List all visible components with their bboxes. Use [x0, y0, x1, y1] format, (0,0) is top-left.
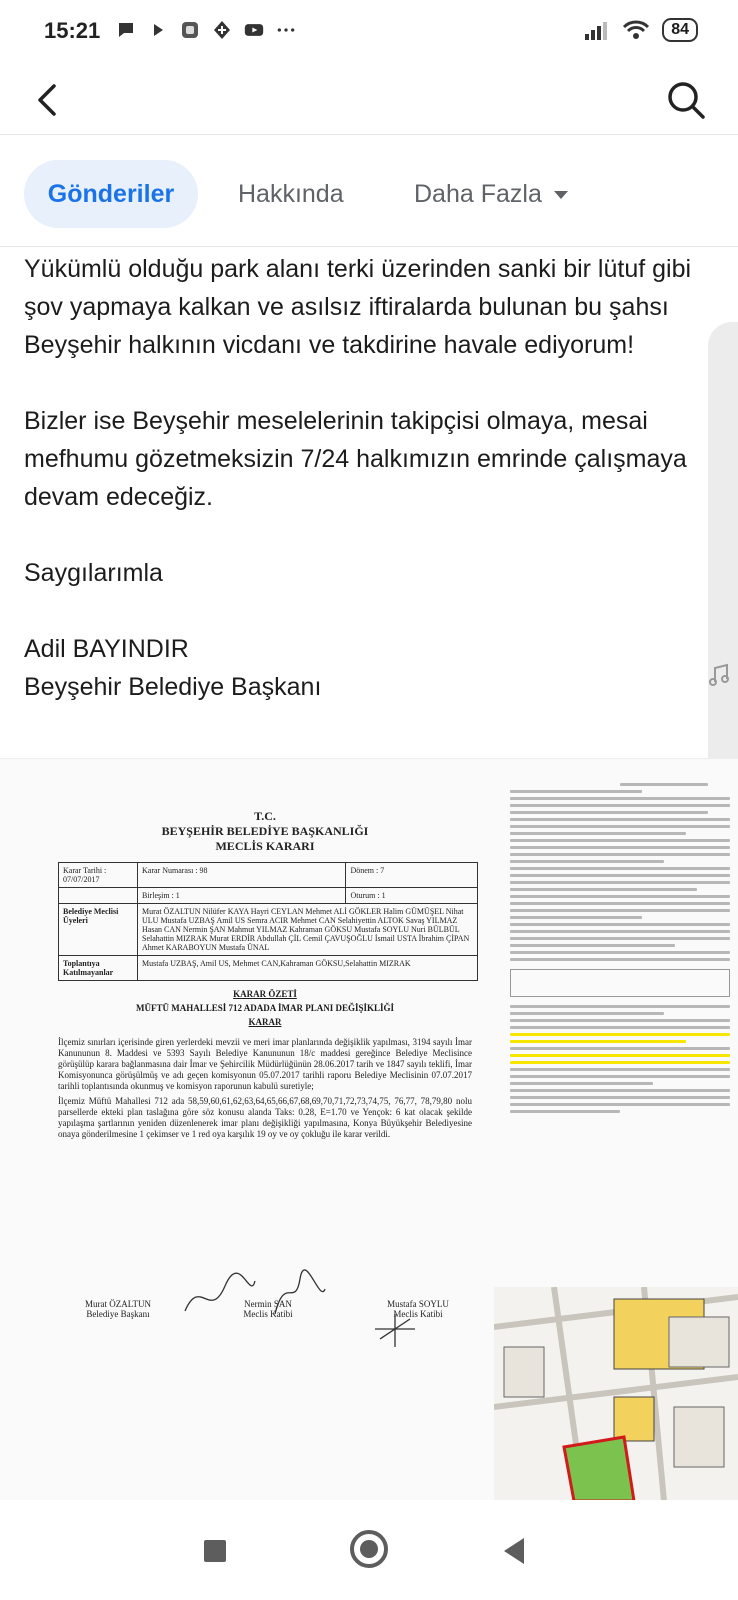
tab-more-label: Daha Fazla	[414, 180, 542, 208]
council-decision-document	[40, 809, 490, 1389]
square-recents-icon[interactable]	[204, 1540, 226, 1562]
doc-oturum: Oturum : 1	[346, 888, 478, 904]
doc-header-decision: MECLİS KARARI	[215, 839, 315, 853]
tab-posts[interactable]: Gönderiler	[24, 160, 198, 228]
post-closing: Saygılarımla	[24, 559, 163, 587]
app-icon	[180, 20, 200, 40]
doc-signature-3: Mustafa SOYLU Meclis Katibi	[387, 1299, 449, 1319]
handwritten-signature	[270, 1269, 330, 1319]
doc-donem: Dönem : 7	[346, 863, 478, 888]
tab-about[interactable]: Hakkında	[238, 180, 344, 208]
music-note-icon[interactable]	[706, 662, 732, 688]
secondary-document	[500, 759, 738, 1279]
status-bar	[0, 0, 738, 66]
back-arrow-icon[interactable]	[30, 80, 70, 120]
settings-icon	[212, 20, 232, 40]
top-app-bar	[0, 66, 738, 135]
youtube-icon	[244, 20, 264, 40]
tab-more[interactable]	[414, 160, 568, 228]
doc-signature-2: Nermin ŞAN Meclis Katibi	[243, 1299, 293, 1319]
system-nav-bar	[0, 1500, 738, 1600]
status-time: 15:21	[44, 18, 101, 43]
zoning-plan-map	[494, 1287, 738, 1501]
wifi-icon	[622, 19, 650, 41]
doc-decision-text-2: İlçemiz Müftü Mahallesi 712 ada 58,59,60,61,62,63,64,65,66,67,68,69,70,71,72,73,74,75, 76,77, 78,79,80 nolu parsellerde ekteki plan taslağına göre söz konusu alanda Taks: 0.28, E=1.70 ve Yençok: 6 kat olacak şekilde yapılaşma şartlarının yeniden düzenlenerek imar planı değişikliği yapılmasına, Konya Büyükşehir Belediyesine onaya gönderilmesine 1 çekimser ve 1 red oya karşılık 19 oy ve oy çokluğu ile karar verildi.	[58, 1096, 472, 1139]
doc-decision-text-1: İlçemiz sınırları içerisinde giren yerlerdeki mevzii ve meri imar planlarında değişiklik yapılması, 3194 sayılı İmar Kanununun 8. Maddesi ve 5393 Sayılı Belediye Kanununun 18/c maddesi gereğince Belediye Meclisince görüşülüp karara bağlanmasına dair İmar ve Şehircilik Müdürlüğünün 28.06.2017 tarih ve 1847 sayılı teklifi, İmar Komisyonunca görüşülmüş ve adı geçen komisyonun 05.07.2017 tarihli raporu Belediye Meclisinin 07.07.2017 tarihli toplantısında okunmuş ve komisyon raporunun kabulü suretiyle;	[58, 1037, 472, 1091]
secondary-document-text-lines	[510, 779, 730, 1117]
post-body	[24, 250, 714, 706]
search-icon[interactable]	[664, 78, 708, 122]
doc-decision-table	[58, 862, 478, 981]
chat-icon	[116, 20, 136, 40]
doc-absent-label: Toplantıya Katılmayanlar	[59, 956, 138, 981]
handwritten-signature	[180, 1271, 260, 1321]
doc-summary-heading: KARAR ÖZETİ	[233, 989, 297, 999]
post-image[interactable]	[0, 758, 738, 1501]
doc-members-label: Belediye Meclisi Üyeleri	[59, 904, 138, 956]
doc-karar-numarasi: Karar Numarası : 98	[138, 863, 346, 888]
doc-absent-list: Mustafa UZBAŞ, Amil US, Mehmet CAN,Kahraman GÖKSU,Selahattin MIZRAK	[138, 956, 478, 981]
doc-karar-tarihi: Karar Tarihi : 07/07/2017	[59, 863, 138, 888]
more-dots-icon	[276, 20, 296, 40]
post-author-title: Beyşehir Belediye Başkanı	[24, 673, 322, 701]
back-triangle-icon[interactable]	[504, 1538, 524, 1564]
post-author-name: Adil BAYINDIR	[24, 635, 189, 663]
doc-birlesim: Birleşim : 1	[138, 888, 346, 904]
doc-decision-heading: KARAR	[248, 1017, 282, 1027]
battery-icon: 84	[662, 18, 698, 42]
doc-header-tc: T.C.	[254, 809, 276, 823]
home-circle-icon[interactable]	[350, 1530, 388, 1568]
status-system-icons	[584, 18, 698, 42]
doc-empty-cell	[59, 888, 138, 904]
chevron-down-icon	[554, 191, 568, 199]
post-paragraph-1: Yükümlü olduğu park alanı terki üzerinden sanki bir lütuf gibi şov yapmaya kalkan ve asılsız iftiralarda bulunan bu şahsı Beyşehir halkının vicdanı ve takdirine havale ediyorum!	[24, 255, 692, 359]
handwritten-signature	[370, 1309, 420, 1349]
post-paragraph-2: Bizler ise Beyşehir meselelerinin takipçisi olmaya, mesai mefhumu gözetmeksizin 7/24 halkımızın emrinde çalışmaya devam edeceğiz.	[24, 407, 687, 511]
play-icon	[148, 20, 168, 40]
signal-icon	[584, 20, 610, 40]
doc-summary-subheading: MÜFTÜ MAHALLESİ 712 ADADA İMAR PLANI DEĞİŞİKLİĞİ	[135, 1003, 395, 1013]
doc-signature-1: Murat ÖZALTUN Belediye Başkanı	[85, 1299, 151, 1319]
doc-header-municipality: BEYŞEHİR BELEDİYE BAŞKANLIĞI	[161, 824, 369, 838]
page-tabs	[0, 150, 738, 247]
doc-members-list: Murat ÖZALTUN Nilüfer KAYA Hayri CEYLAN Mehmet ALİ GÖKLER Halim GÜMÜŞEL Nihat ULU Mustafa UZBAŞ Amil US Semra ACIR Mehmet CAN Selahiyettin ALTOK Savaş YILMAZ Hasan CAN Nermin ŞAN Mahmut YILMAZ Kahraman GÖKSU Mustafa SOYLU Nuri BÜLBÜL Selahattin MIZRAK Murat ERDİR Abdullah ÇİL Cemil ÇAVUŞOĞLU İsmail USTA İbrahim ÇİPAN Ahmet KARABOYUN Mustafa ÜNAL	[138, 904, 478, 956]
status-notification-icons	[116, 20, 296, 40]
